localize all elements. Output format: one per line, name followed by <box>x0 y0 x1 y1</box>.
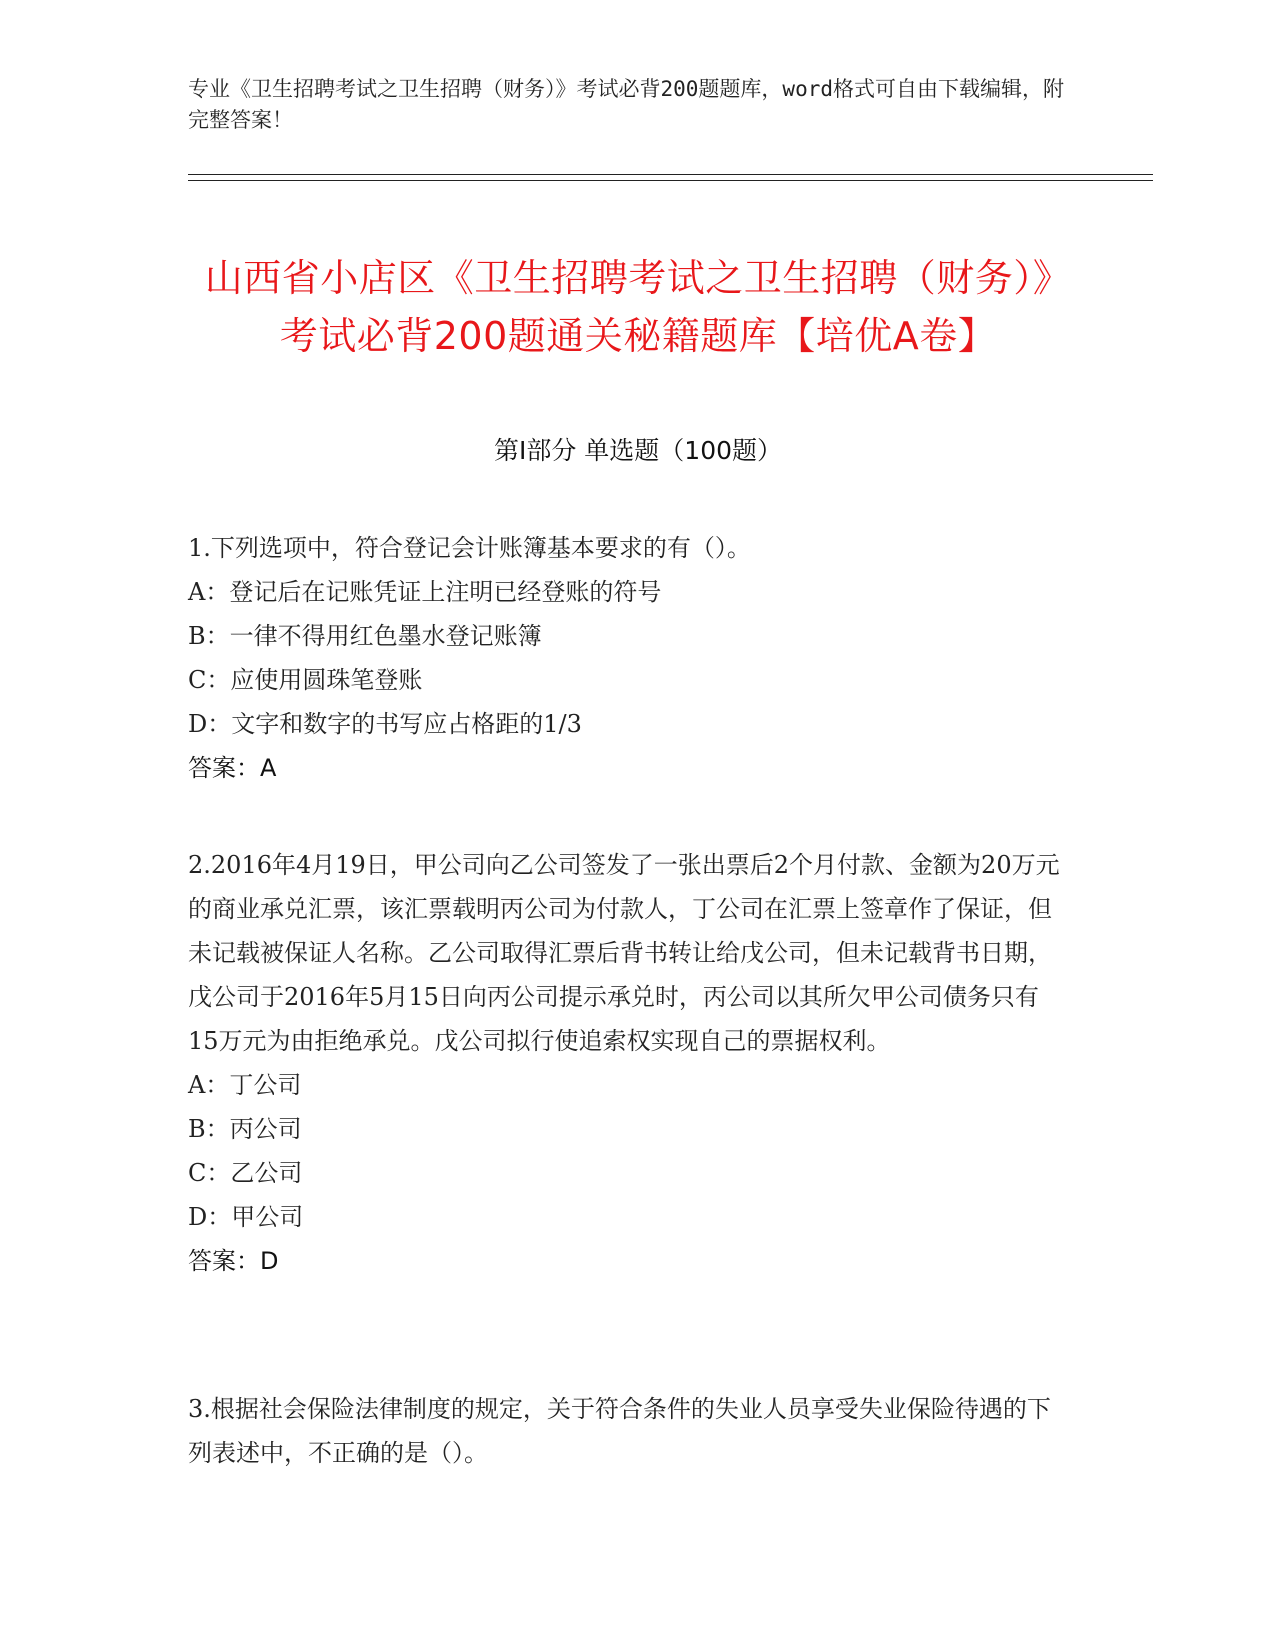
option-a: A：丁公司 <box>188 1071 302 1099</box>
question-3 <box>188 1387 1068 1475</box>
answer: 答案：D <box>188 1247 279 1275</box>
document-title: 山西省小店区《卫生招聘考试之卫生招聘（财务）》考试必背200题通关秘籍题库【培优A卷】 <box>204 256 1072 359</box>
question-stem: 1.下列选项中，符合登记会计账簿基本要求的有（）。 <box>188 534 751 562</box>
header-divider-top <box>188 174 1153 175</box>
option-b: B：一律不得用红色墨水登记账簿 <box>188 622 542 650</box>
option-d: D：甲公司 <box>188 1203 304 1231</box>
section-heading: 第Ⅰ部分 单选题（100题） <box>493 436 783 465</box>
question-1 <box>188 526 1068 790</box>
question-stem: 2.2016年4月19日，甲公司向乙公司签发了一张出票后2个月付款、金额为20万元的商业承兑汇票，该汇票载明丙公司为付款人，丁公司在汇票上签章作了保证，但未记载被保证人名称。乙公司取得汇票后背书转让给戊公司，但未记载背书日期，戊公司于2016年5月15日向丙公司提示承兑时，丙公司以其所欠甲公司债务只有15万元为由拒绝承兑。戊公司拟行使追索权实现自己的票据权利。 <box>188 851 1060 1055</box>
option-c: C：应使用圆珠笔登账 <box>188 666 423 694</box>
option-b: B：丙公司 <box>188 1115 302 1143</box>
option-d: D：文字和数字的书写应占格距的1/3 <box>188 710 582 738</box>
option-a: A：登记后在记账凭证上注明已经登账的符号 <box>188 578 662 606</box>
header-note: 专业《卫生招聘考试之卫生招聘（财务）》考试必背200题题库，word格式可自由下载编辑，附完整答案！ <box>188 77 1064 132</box>
header-divider-bottom <box>188 180 1153 181</box>
option-c: C：乙公司 <box>188 1159 303 1187</box>
question-stem: 3.根据社会保险法律制度的规定，关于符合条件的失业人员享受失业保险待遇的下列表述中，不正确的是（）。 <box>188 1395 1051 1467</box>
answer: 答案：A <box>188 754 277 782</box>
question-2 <box>188 843 1068 1283</box>
